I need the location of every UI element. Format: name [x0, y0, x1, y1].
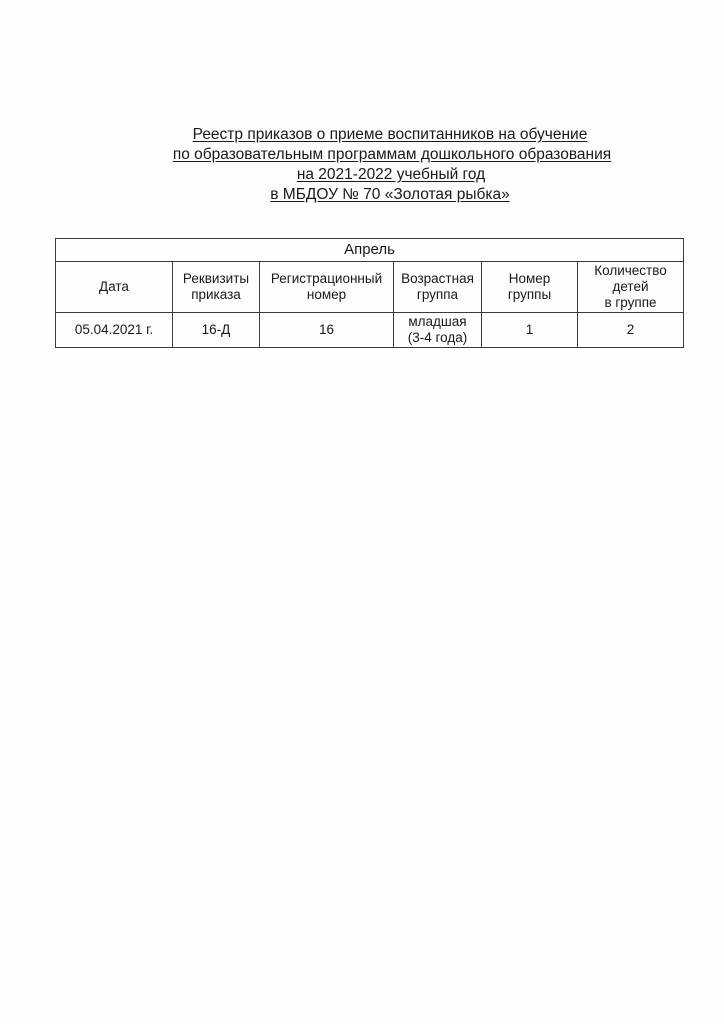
header-date	[56, 262, 173, 313]
table-header-row	[56, 262, 684, 313]
header-registration-number	[260, 262, 394, 313]
month-label: Апрель	[56, 239, 684, 262]
header-registration-line-2: номер	[306, 287, 347, 302]
header-children-count-line-3: в группе	[604, 295, 657, 310]
cell-age-group-line-2: (3-4 года)	[407, 330, 468, 345]
month-row	[56, 239, 684, 262]
header-registration-line-1: Регистрационный	[270, 271, 383, 286]
cell-order-requisites: 16-Д	[173, 313, 260, 348]
header-date-text: Дата	[99, 279, 129, 294]
header-age-group-line-1: Возрастная	[401, 271, 474, 286]
table-row	[56, 313, 684, 348]
cell-group-number: 1	[482, 313, 578, 348]
title-line-2: по образовательным программам дошкольного образования	[172, 146, 612, 163]
header-order-requisites	[173, 262, 260, 313]
header-group-number-line-2: группы	[507, 287, 552, 302]
header-order-requisites-line-2: приказа	[191, 287, 241, 302]
orders-registry-table	[55, 238, 684, 348]
header-age-group	[394, 262, 482, 313]
header-group-number	[482, 262, 578, 313]
cell-age-group	[394, 313, 482, 348]
header-group-number-line-1: Номер	[508, 271, 551, 286]
header-order-requisites-line-1: Реквизиты	[182, 271, 250, 286]
header-children-count-line-2: детей	[612, 279, 649, 294]
title-line-4: в МБДОУ № 70 «Золотая рыбка»	[270, 186, 510, 203]
document-title	[0, 125, 724, 205]
cell-children-count: 2	[578, 313, 684, 348]
cell-date: 05.04.2021 г.	[56, 313, 173, 348]
cell-registration-number: 16	[260, 313, 394, 348]
header-children-count-line-1: Количество	[594, 263, 667, 278]
title-line-3: на 2021-2022 учебный год	[296, 166, 486, 183]
header-age-group-line-2: группа	[416, 287, 459, 302]
header-children-count	[578, 262, 684, 313]
cell-age-group-line-1: младшая	[408, 314, 467, 329]
title-line-1: Реестр приказов о приеме воспитанников на обучение	[192, 126, 588, 143]
